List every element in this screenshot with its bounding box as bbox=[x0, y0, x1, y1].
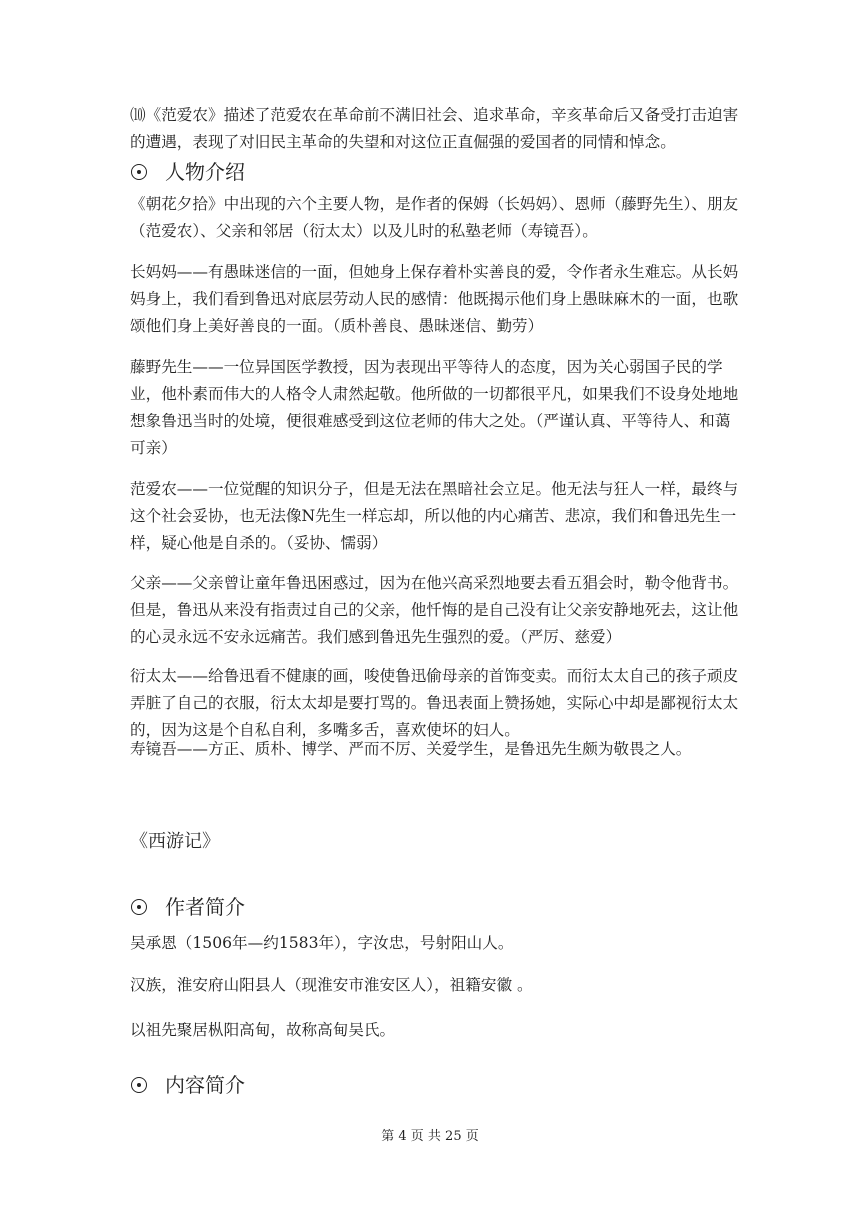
paragraph-chang-mama: 长妈妈——有愚昧迷信的一面，但她身上保存着朴实善良的爱，令作者永生难忘。从长妈妈身上，我们看到鲁迅对底层劳动人民的感情：他既揭示他们身上愚昧麻木的一面，也歌颂他们身上美好善良的一面。（质朴善良、愚昧迷信、勤劳） bbox=[130, 263, 739, 335]
paragraph-author-name: 吴承恩（1506年—约1583年），字汝忠，号射阳山人。 bbox=[130, 934, 514, 952]
paragraph-yan-taitai: 衍太太——给鲁迅看不健康的画，唆使鲁迅偷母亲的首饰变卖。而衍太太自己的孩子顽皮弄脏了自己的衣服，衍太太却是要打骂的。鲁迅表面上赞扬她，实际心中却是鄙视衍太太的，因为这是个自私自利，多嘴多舌，喜欢使坏的妇人。 bbox=[130, 667, 739, 739]
section-heading-content bbox=[128, 1071, 245, 1099]
section-heading-label: 作者简介 bbox=[165, 895, 245, 919]
paragraph-fujino-sensei: 藤野先生——一位异国医学教授，因为表现出平等待人的态度，因为关心弱国子民的学业，他朴素而伟大的人格令人肃然起敬。他所做的一切都很平凡，如果我们不设身处地地想象鲁迅当时的处境，便很难感受到这位老师的伟大之处。（严谨认真、平等待人、和蔼可亲） bbox=[130, 358, 739, 457]
section-heading-label: 内容简介 bbox=[165, 1073, 245, 1097]
paragraph-fan-ainong-summary: ⑽《范爱农》描述了范爱农在革命前不满旧社会、追求革命，辛亥革命后又备受打击迫害的遭遇，表现了对旧民主革命的失望和对这位正直倔强的爱国者的同情和悼念。 bbox=[130, 106, 739, 151]
circle-dot-bullet-icon bbox=[131, 1077, 147, 1093]
section-heading-author bbox=[128, 893, 245, 921]
paragraph-shou-jingwu: 寿镜吾——方正、质朴、博学、严而不厉、关爱学生，是鲁迅先生颇为敬畏之人。 bbox=[130, 740, 692, 758]
book-title-journey-to-the-west: 《西游记》 bbox=[130, 831, 220, 852]
paragraph-father: 父亲——父亲曾让童年鲁迅困惑过，因为在他兴高采烈地要去看五猖会时，勒令他背书。但是，鲁迅从来没有指责过自己的父亲，他忏悔的是自己没有让父亲安静地死去，这让他的心灵永远不安永远痛苦。我们感到鲁迅先生强烈的爱。（严厉、慈爱） bbox=[130, 574, 739, 646]
paragraph-author-origin: 汉族，淮安府山阳县人（现淮安市淮安区人），祖籍安徽 。 bbox=[130, 976, 533, 994]
circle-dot-bullet-icon bbox=[131, 164, 147, 180]
section-heading-characters bbox=[128, 158, 245, 186]
page-number-footer: 第 4 页 共 25 页 bbox=[381, 1129, 479, 1144]
paragraph-fan-ainong: 范爱农——一位觉醒的知识分子，但是无法在黑暗社会立足。他无法与狂人一样，最终与这个社会妥协，也无法像N先生一样忘却，所以他的内心痛苦、悲凉，我们和鲁迅先生一样，疑心他是自杀的。（妥协、懦弱） bbox=[130, 480, 739, 552]
circle-dot-bullet-icon bbox=[131, 899, 147, 915]
paragraph-author-clan: 以祖先聚居枞阳高甸，故称高甸吴氏。 bbox=[130, 1021, 396, 1039]
section-heading-label: 人物介绍 bbox=[165, 160, 245, 184]
paragraph-characters-overview: 《朝花夕拾》中出现的六个主要人物，是作者的保姆（长妈妈）、恩师（藤野先生）、朋友（范爱农）、父亲和邻居（衍太太）以及儿时的私塾老师（寿镜吾）。 bbox=[130, 195, 739, 240]
